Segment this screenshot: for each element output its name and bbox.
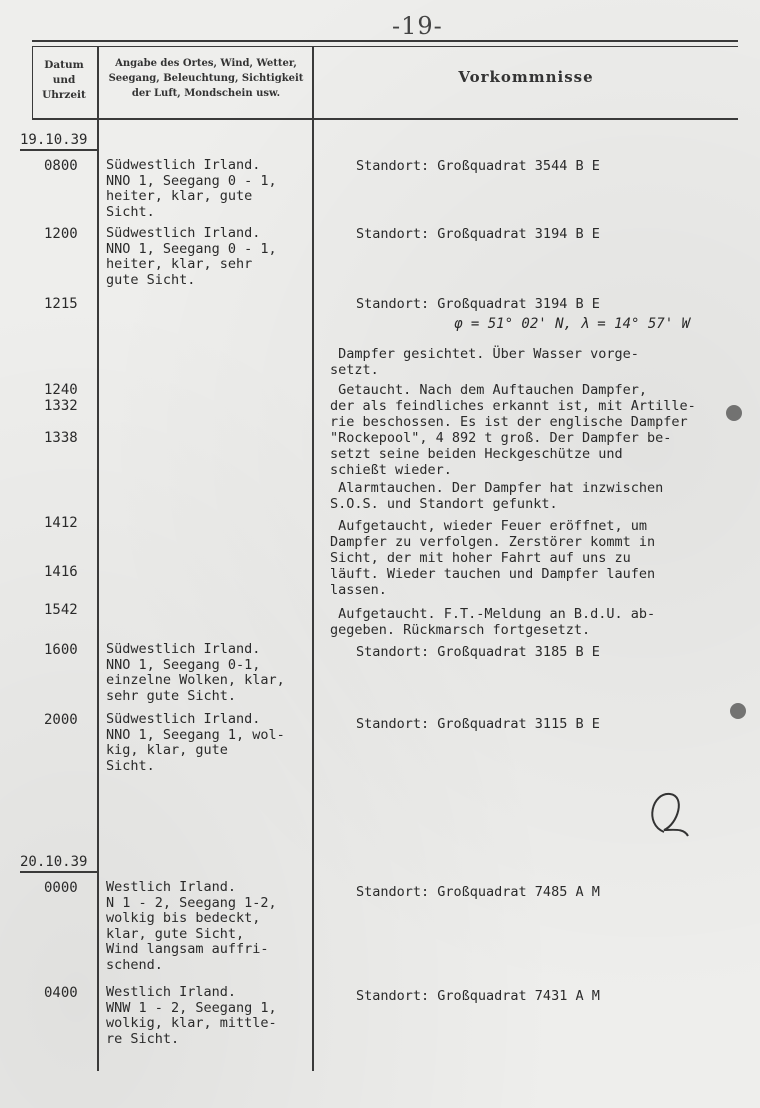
entry-weather: Südwestlich Irland. NNO 1, Seegang 0 - 1, heiter, klar, gute Sicht.: [106, 157, 277, 220]
entry-event: Standort: Großquadrat 7485 A M: [356, 884, 600, 900]
top-rule: [32, 40, 738, 42]
entry-event: Standort: Großquadrat 3544 B E: [356, 158, 600, 174]
entry-weather: Südwestlich Irland. NNO 1, Seegang 0 - 1, heiter, klar, sehr gute Sicht.: [106, 225, 277, 288]
page-number: -19-: [392, 12, 443, 40]
header-bottom-rule: [32, 118, 738, 120]
header-date-time: Datum und Uhrzeit: [42, 59, 86, 101]
entry-time: 0400: [44, 985, 78, 1001]
entry-event: Standort: Großquadrat 3185 B E: [356, 644, 600, 660]
entry-time: 1338: [44, 430, 78, 446]
signature-mark: [634, 784, 694, 844]
entry-time: 1332: [44, 398, 78, 414]
header-events: Vorkommnisse: [458, 68, 594, 86]
header-weather: Angabe des Ortes, Wind, Wetter, Seegang, Beleuchtung, Sichtigkeit der Luft, Mondschein usw.: [108, 58, 304, 99]
entry-time: 0800: [44, 158, 78, 174]
entry-weather: Südwestlich Irland. NNO 1, Seegang 1, wol- kig, klar, gute Sicht.: [106, 711, 285, 774]
entry-time: 1412: [44, 515, 78, 531]
top-rule-2: [32, 46, 738, 47]
narrative-block: Getaucht. Nach dem Auftauchen Dampfer, der als feindliches erkannt ist, mit Artille- rie beschossen. Es ist der englische Dampfer "Rockepool", 4 892 t groß. Der Dampfer be- setzt seine beiden Heckgeschütze und schießt wieder.: [330, 382, 696, 478]
date-label: 19.10.39: [20, 132, 88, 148]
entry-event: Standort: Großquadrat 7431 A M: [356, 988, 600, 1004]
entry-time: 1200: [44, 226, 78, 242]
entry-weather: Westlich Irland. N 1 - 2, Seegang 1-2, wolkig bis bedeckt, klar, gute Sicht, Wind langsam auffri- schend.: [106, 879, 277, 973]
entry-event: Standort: Großquadrat 3115 B E: [356, 716, 600, 732]
date-underline: [20, 871, 98, 873]
entry-time: 1542: [44, 602, 78, 618]
narrative-block: Alarmtauchen. Der Dampfer hat inzwischen S.O.S. und Standort gefunkt.: [330, 480, 664, 512]
date-underline: [20, 149, 98, 151]
narrative-block: Aufgetaucht. F.T.-Meldung an B.d.U. ab- gegeben. Rückmarsch fortgesetzt.: [330, 606, 656, 638]
entry-time: 0000: [44, 880, 78, 896]
entry-time: 1215: [44, 296, 78, 312]
narrative-block: Dampfer gesichtet. Über Wasser vorge- setzt.: [330, 346, 639, 378]
entry-time: 1416: [44, 564, 78, 580]
column-divider-1: [97, 46, 99, 1071]
entry-event: Standort: Großquadrat 3194 B E: [356, 296, 600, 312]
narrative-block: Aufgetaucht, wieder Feuer eröffnet, um Dampfer zu verfolgen. Zerstörer kommt in Sicht, der mit hoher Fahrt auf uns zu läuft. Wieder tauchen und Dampfer laufen lassen.: [330, 518, 656, 598]
entry-time: 2000: [44, 712, 78, 728]
column-divider-2: [312, 46, 314, 1071]
entry-time: 1600: [44, 642, 78, 658]
entry-weather: Südwestlich Irland. NNO 1, Seegang 0-1, einzelne Wolken, klar, sehr gute Sicht.: [106, 641, 285, 704]
entry-time: 1240: [44, 382, 78, 398]
entry-event: Standort: Großquadrat 3194 B E: [356, 226, 600, 242]
coordinates: φ = 51° 02' N, λ = 14° 57' W: [454, 316, 691, 332]
punch-hole: [730, 703, 746, 719]
entry-weather: Westlich Irland. WNW 1 - 2, Seegang 1, wolkig, klar, mittle- re Sicht.: [106, 984, 277, 1047]
date-label: 20.10.39: [20, 854, 88, 870]
punch-hole: [726, 405, 742, 421]
